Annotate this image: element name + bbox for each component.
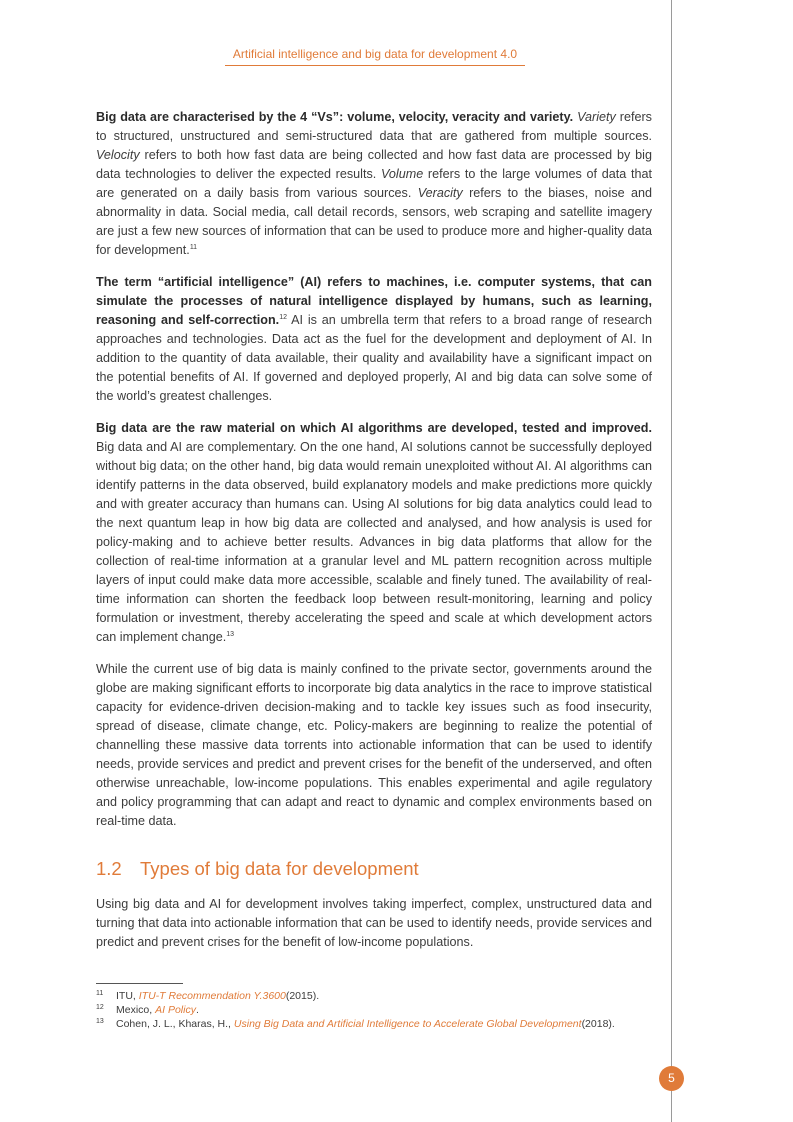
footnote-ref-11[interactable]: 11	[189, 243, 198, 251]
footnote-number: 12	[96, 1004, 104, 1011]
paragraph-raw-material: Big data are the raw material on which AI algorithms are developed, tested and improved. Big data and AI are complementary. On the one hand, AI solutions cannot be successfully deployed without big data; on the other hand, big data would remain unexploited without AI. AI algorithms can identify patterns in the data observed, build explanatory models and make predictions more quickly and with greater accuracy than humans can. Using AI solutions for big data analytics could lead to the next quantum leap in how big data are collected and analysed, and how analysis is used for policy-making and to achieve better results. Advances in big data platforms that allow for the collection of real-time information at a granular level and ML pattern recognition across multiple layers of input could make data more accessible, scalable and finely tuned. The availability of real-time information can shorten the feedback loop between result-monitoring, learning and policy formulation or investment, thereby accelerating the speed and scale at which development actors can implement change.$^{13}$	[96, 421, 652, 644]
section-heading	[96, 857, 652, 881]
paragraph-lead: Big data are the raw material on which AI algorithms are developed, tested and improved.	[96, 421, 652, 435]
footnote-11: 11 ITU, ITU-T Recommendation Y.3600 (2015).	[96, 990, 320, 1002]
footnote-number: 11	[96, 990, 104, 997]
paragraph-ai-definition: The term “artificial intelligence” (AI) refers to machines, i.e. computer systems, that can simulate the processes of natural intelligence displayed by humans, such as learning, reasoning and self-correction.$^{12}$ AI is an umbrella term that refers to a broad range of research approaches and technologies. Data act as the fuel for the development and deployment of AI. In addition to the quantity of data available, their quality and availability have a significant impact on the potential benefits of AI. If governed and deployed properly, AI and big data can solve some of the world’s greatest challenges.	[96, 275, 652, 403]
footnote-12: 12 Mexico, AI Policy .	[96, 1004, 199, 1016]
term-volume: Volume	[380, 167, 424, 181]
running-header-title: Artificial intelligence and big data for development 4.0	[225, 47, 525, 66]
section-title: Types of big data for development	[140, 858, 419, 879]
section-number: 1.2	[96, 858, 122, 879]
footnote-number: 13	[96, 1018, 104, 1025]
footnote-divider	[96, 983, 183, 984]
footnote-link[interactable]: ITU-T Recommendation Y.3600	[138, 990, 286, 1002]
right-margin-rule	[671, 0, 672, 1122]
footnote-link[interactable]: AI Policy	[155, 1004, 196, 1016]
footnote-ref-12[interactable]: 12	[279, 313, 287, 321]
paragraph-types-intro: Using big data and AI for development involves taking imperfect, complex, unstructured data and turning that data into actionable information that can be used to identify needs, provide services and predict and prevent crises for the benefit of low-income populations.	[96, 897, 652, 949]
footnotes	[96, 983, 656, 1031]
page-number-badge: 5	[659, 1066, 684, 1091]
footnote-13: 13 Cohen, J. L., Kharas, H., Using Big Data and Artificial Intelligence to Accelerate Global Development (2018).	[96, 1018, 615, 1030]
running-header	[0, 45, 750, 66]
footnote-ref-13[interactable]: 13	[226, 630, 235, 638]
term-velocity: Velocity	[96, 148, 140, 162]
paragraph-government-use: While the current use of big data is mainly confined to the private sector, governments around the globe are making significant efforts to incorporate big data analytics in the race to improve statistical capacity for evidence-driven decision-making and to tackle key issues such as food insecurity, spread of disease, climate change, etc. Policy-makers are beginning to realize the potential of channelling these massive data torrents into actionable information that can be used to identify needs, provide services and predict and prevent crises for the benefit of the underserved, and often otherwise unreachable, low-income populations. This enables experimental and agile regulatory and policy programming that can adapt and react to dynamic and complex environments based on real-time data.	[96, 662, 652, 828]
term-variety: Variety	[577, 110, 616, 124]
paragraph-lead: The term “artificial intelligence” (AI) refers to machines, i.e. computer systems, that can simulate the processes of natural intelligence displayed by humans, such as learning, reasoning and self-correction.	[96, 275, 652, 327]
term-veracity: Veracity	[417, 186, 463, 200]
footnote-link[interactable]: Using Big Data and Artificial Intelligence to Accelerate Global Development	[233, 1018, 582, 1030]
main-content	[96, 108, 652, 965]
paragraph-lead: Big data are characterised by the 4 “Vs”: volume, velocity, veracity and variety.	[96, 110, 574, 124]
paragraph-four-vs: Big data are characterised by the 4 “Vs”: volume, velocity, veracity and variety. Variety refers to structured, unstructured and semi-structured data that are gathered from multiple sources. Velocity refers to both how fast data are being collected and how fast data are processed by big data technologies to deliver the expected results. Volume refers to the large volumes of data that are generated on a daily basis from various sources. Veracity refers to the biases, noise and abnormality in data. Social media, call detail records, sensors, web scraping and satellite imagery are just a few new sources of information that can be used to produce more and higher-quality data for development.$^{11}$	[96, 110, 653, 257]
